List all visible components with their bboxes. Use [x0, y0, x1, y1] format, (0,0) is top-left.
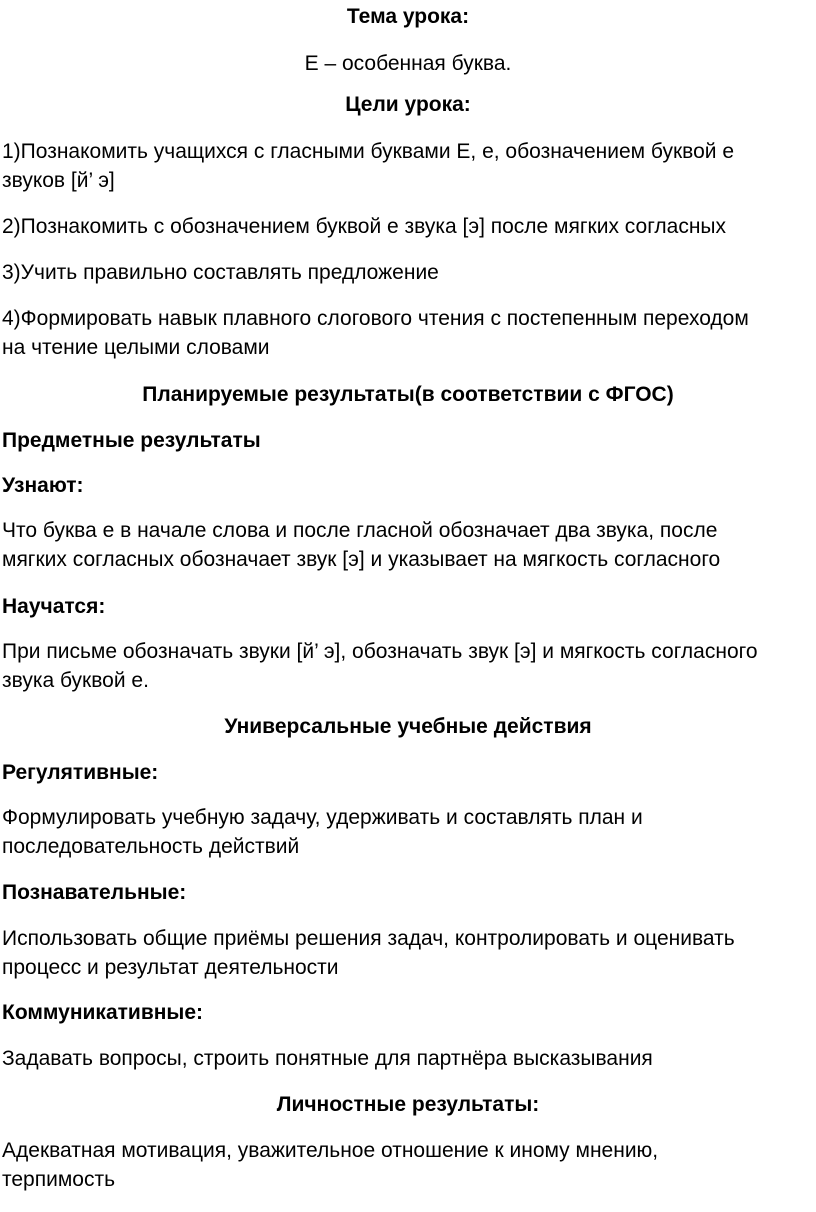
personal-results-text-line-2: терпимость — [2, 1168, 116, 1191]
goal-item-2: 2)Познакомить с обозначением буквой е звука [э] после мягких согласных — [2, 215, 727, 238]
learn-text — [2, 516, 720, 574]
lesson-goals-heading: Цели урока: — [345, 93, 471, 116]
skills-heading: Научатся: — [2, 595, 106, 618]
personal-results-text-line-1: Адекватная мотивация, уважительное отношение к иному мнению, — [2, 1139, 659, 1162]
lesson-topic-heading: Тема урока: — [346, 5, 470, 28]
skills-text-line-1: При письме обозначать звуки [й’ э], обозначать звук [э] и мягкость согласного — [2, 640, 758, 663]
goal-item-4-line-2: на чтение целыми словами — [2, 336, 270, 359]
personal-results-heading: Личностные результаты: — [276, 1093, 540, 1116]
subject-results-heading: Предметные результаты — [2, 429, 261, 452]
cognitive-text-line-1: Использовать общие приёмы решения задач, контролировать и оценивать — [2, 927, 735, 950]
skills-text — [2, 637, 758, 695]
communicative-heading: Коммуникативные: — [2, 1001, 204, 1024]
communicative-text: Задавать вопросы, строить понятные для партнёра высказывания — [2, 1047, 653, 1070]
goal-item-4-line-1: 4)Формировать навык плавного слогового чтения с постепенным переходом — [2, 307, 749, 330]
personal-results-text — [2, 1136, 658, 1194]
learn-text-line-1: Что буква е в начале слова и после гласной обозначает два звука, после — [2, 519, 718, 542]
cognitive-text — [2, 924, 735, 982]
regulatory-heading: Регулятивные: — [2, 761, 159, 784]
regulatory-text — [2, 803, 643, 861]
cognitive-heading: Познавательные: — [2, 881, 187, 904]
goal-item-3: 3)Учить правильно составлять предложение — [2, 261, 439, 284]
goal-item-1 — [2, 137, 734, 195]
goal-item-1-line-1: 1)Познакомить учащихся с гласными буквами Е, е, обозначением буквой е — [2, 140, 735, 163]
cognitive-text-line-2: процесс и результат деятельности — [2, 956, 339, 979]
uud-heading: Универсальные учебные действия — [224, 715, 592, 738]
regulatory-text-line-1: Формулировать учебную задачу, удерживать и составлять план и — [2, 806, 643, 829]
planned-results-heading: Планируемые результаты(в соответствии с ФГОС) — [142, 383, 674, 406]
lesson-topic-text: Е – особенная буква. — [304, 52, 512, 75]
regulatory-text-line-2: последовательность действий — [2, 835, 300, 858]
goal-item-4 — [2, 304, 749, 362]
learn-text-line-2: мягких согласных обозначает звук [э] и указывает на мягкость согласного — [2, 548, 721, 571]
goal-item-1-line-2: звуков [й’ э] — [2, 169, 115, 192]
skills-text-line-2: звука буквой е. — [2, 669, 149, 692]
learn-heading: Узнают: — [2, 474, 84, 497]
